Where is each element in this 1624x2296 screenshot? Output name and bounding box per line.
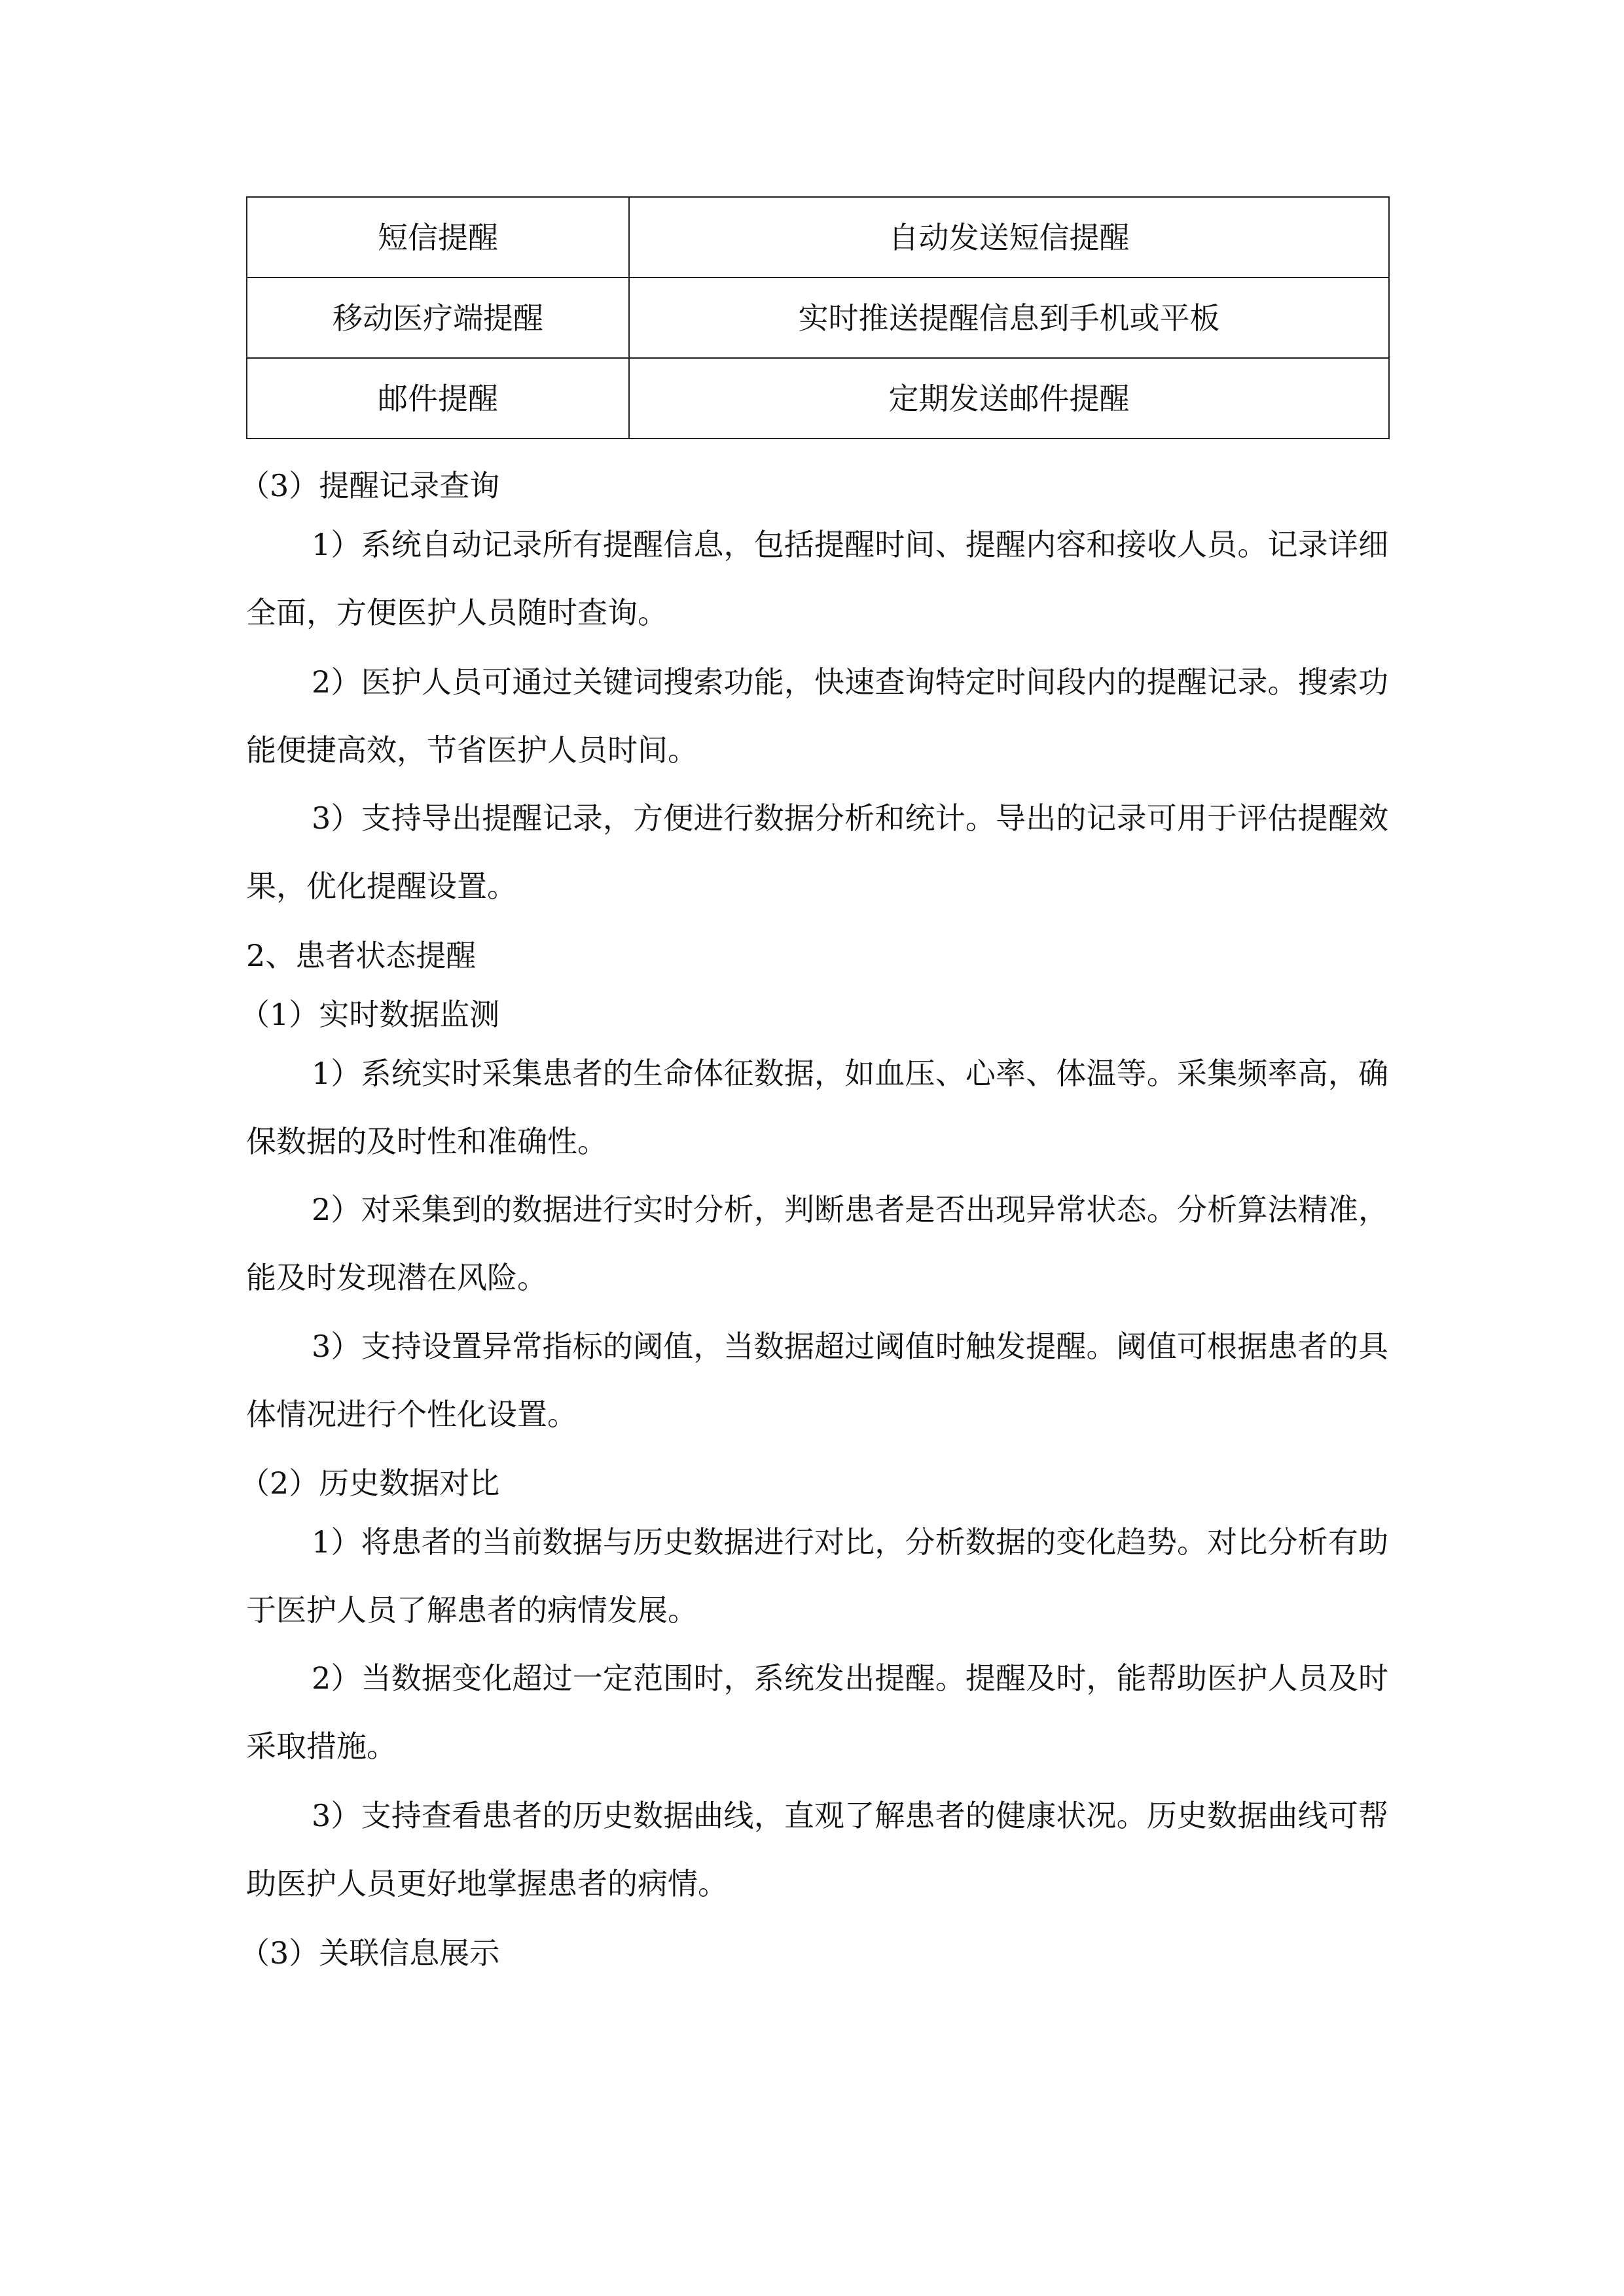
subheading-related-info: （3）关联信息展示 xyxy=(240,1935,500,1971)
section-heading-patient-status: 2、患者状态提醒 xyxy=(246,938,477,973)
subheading-realtime-monitoring: （1）实时数据监测 xyxy=(240,997,500,1032)
paragraph: 2）对采集到的数据进行实时分析，判断患者是否出现异常状态。分析算法精准，能及时发现潜在风险。 xyxy=(246,1192,1388,1295)
table-row xyxy=(247,278,1389,358)
paragraph: 1）系统实时采集患者的生命体征数据，如血压、心率、体温等。采集频率高，确保数据的及时性和准确性。 xyxy=(246,1056,1388,1159)
table-cell-method: 邮件提醒 xyxy=(247,358,629,439)
table-cell-description: 定期发送邮件提醒 xyxy=(629,358,1389,439)
table-cell-description: 实时推送提醒信息到手机或平板 xyxy=(629,278,1389,358)
paragraph: 1）系统自动记录所有提醒信息，包括提醒时间、提醒内容和接收人员。记录详细全面，方便医护人员随时查询。 xyxy=(246,527,1388,630)
paragraph: 3）支持查看患者的历史数据曲线，直观了解患者的健康状况。历史数据曲线可帮助医护人员更好地掌握患者的病情。 xyxy=(246,1798,1388,1901)
paragraph: 3）支持设置异常指标的阈值，当数据超过阈值时触发提醒。阈值可根据患者的具体情况进行个性化设置。 xyxy=(246,1329,1388,1432)
paragraph: 3）支持导出提醒记录，方便进行数据分析和统计。导出的记录可用于评估提醒效果，优化提醒设置。 xyxy=(246,800,1388,904)
paragraph: 2）当数据变化超过一定范围时，系统发出提醒。提醒及时，能帮助医护人员及时采取措施。 xyxy=(246,1660,1388,1764)
table-cell-method: 短信提醒 xyxy=(247,197,629,278)
paragraph: 2）医护人员可通过关键词搜索功能，快速查询特定时间段内的提醒记录。搜索功能便捷高效，节省医护人员时间。 xyxy=(246,664,1388,768)
paragraph: 1）将患者的当前数据与历史数据进行对比，分析数据的变化趋势。对比分析有助于医护人员了解患者的病情发展。 xyxy=(246,1524,1388,1628)
reminder-method-table xyxy=(246,196,1390,439)
table-row xyxy=(247,197,1389,278)
table-row xyxy=(247,358,1389,439)
table-cell-method: 移动医疗端提醒 xyxy=(247,278,629,358)
subheading-reminder-query: （3）提醒记录查询 xyxy=(240,468,500,503)
subheading-history-comparison: （2）历史数据对比 xyxy=(240,1465,500,1501)
table-cell-description: 自动发送短信提醒 xyxy=(629,197,1389,278)
